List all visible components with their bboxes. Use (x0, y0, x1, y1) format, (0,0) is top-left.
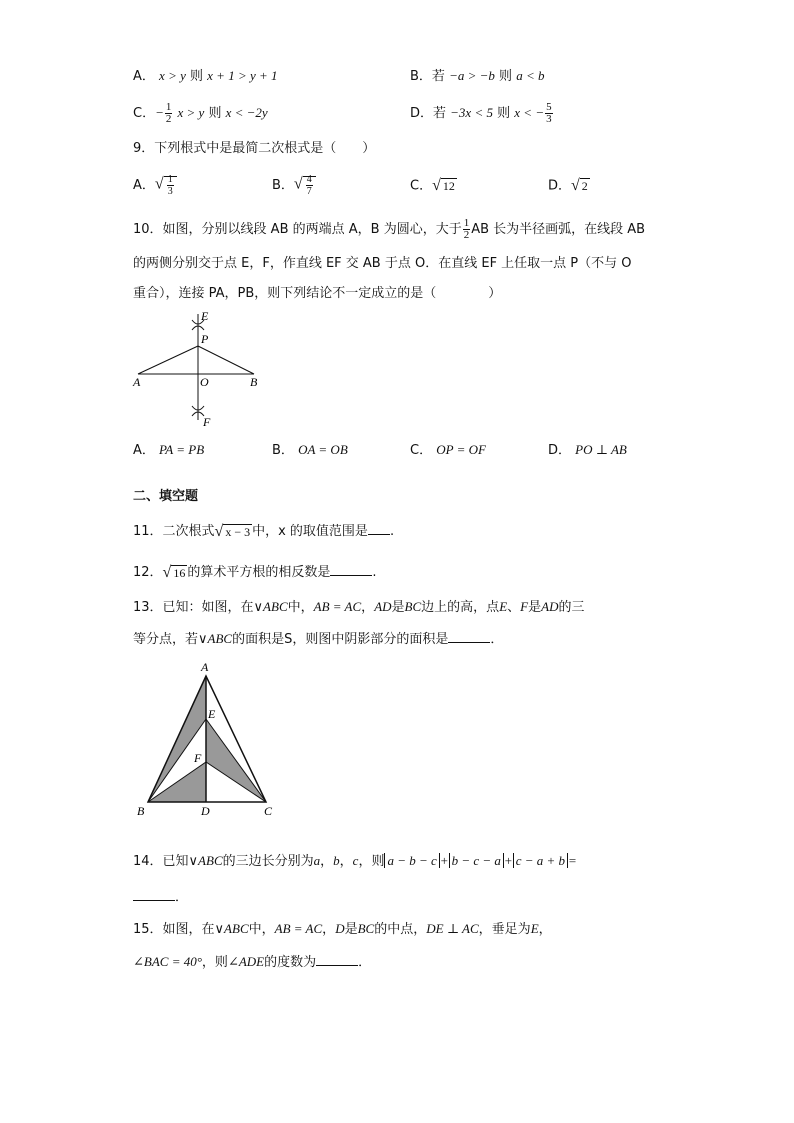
sqrt: √ x − 3 (214, 522, 251, 540)
fraction: $\frac{1}{2}$ (463, 217, 470, 241)
label-b: B (250, 375, 258, 389)
label-a: A (133, 375, 141, 389)
label-c: C (264, 804, 273, 818)
label-a: A (201, 660, 209, 674)
sqrt: √ 12 (432, 177, 455, 194)
q14-line2: ． (133, 886, 188, 908)
q10-line2: 的两侧分别交于点 E，F，作直线 EF 交 AB 于点 O．在直线 EF 上任取一点 P（不与 O (133, 256, 632, 271)
label-f: F (194, 751, 202, 765)
pb-segment (198, 346, 254, 374)
q13-line2: 等分点，若∨ABC的面积是S，则图中阴影部分的面积是 ． (133, 628, 503, 650)
label-o: O (200, 375, 209, 389)
answer-blank[interactable] (133, 886, 175, 901)
q10-option-b: B． OA = OB (272, 442, 348, 458)
q10-line1: 10．如图，分别以线段 AB 的两端点 A，B 为圆心，大于 $\frac{1}{2}$ AB 长为半径画弧，在线段 AB (133, 217, 646, 241)
answer-blank[interactable] (330, 561, 372, 576)
q10-line3: 重合），连接 PA，PB，则下列结论不一定成立的是（ ） (133, 286, 502, 301)
q8-option-d: D．若 −3x < 5 则 x < − $\frac{5}{3}$ (410, 101, 552, 125)
label-p: P (201, 332, 209, 346)
q9-stem: 9．下列根式中是最简二次根式是（ ） (133, 141, 376, 156)
pa-segment (138, 346, 198, 374)
q13-figure (134, 658, 284, 823)
label-d: D (201, 804, 210, 818)
sqrt: √ $\frac{4}{7}$ (294, 174, 316, 197)
q12: 12．√ 16 的算术平方根的相反数是 . (133, 561, 376, 583)
fraction: $\frac{5}{3}$ (546, 101, 552, 125)
label-e: E (208, 707, 216, 721)
sqrt: √ $\frac{1}{3}$ (155, 174, 177, 197)
fraction: $\frac{1}{2}$ (165, 101, 172, 125)
q15-line2: ∠BAC = 40°，则∠ADE的度数为 ． (133, 951, 371, 973)
q8-option-b: B．若 −a > −b 则 a < b (410, 68, 545, 84)
q11: 11．二次根式√ x − 3 中，x 的取值范围是 . (133, 520, 394, 542)
q10-option-c: C． OP = OF (410, 442, 486, 458)
answer-blank[interactable] (448, 628, 490, 643)
q10-option-a: A． PA = PB (133, 442, 205, 458)
q8-option-a: A． x > y 则 x + 1 > y + 1 (133, 68, 278, 84)
q10-option-d: D． PO ⊥ AB (548, 442, 627, 458)
label-f: F (203, 415, 211, 429)
answer-blank[interactable] (316, 951, 358, 966)
q10-figure (130, 308, 270, 433)
label-b: B (137, 804, 145, 818)
sqrt: √ 2 (571, 177, 588, 194)
q14-line1: 14．已知∨ABC的三边长分别为a，b，c，则 a − b − c + b − c − a + c − a + b = (133, 853, 577, 869)
q9-option-a: A．√ $\frac{1}{3}$ (133, 174, 177, 197)
q9-option-d: D．√ 2 (548, 177, 588, 194)
q9-option-c: C．√ 12 (410, 177, 455, 194)
label-e: E (201, 309, 209, 323)
section-heading: 二、填空题 (133, 489, 199, 504)
answer-blank[interactable] (368, 520, 390, 535)
q13-line1: 13．已知：如图，在∨ABC中，AB = AC，AD是BC边上的高，点E、F是AD的三 (133, 599, 585, 615)
sqrt: √ 16 (162, 563, 186, 581)
q9-option-b: B．√ $\frac{4}{7}$ (272, 174, 316, 197)
q15-line1: 15．如图，在∨ABC中，AB = AC，D是BC的中点，DE ⊥ AC，垂足为E， (133, 921, 552, 937)
q8-option-c: C．− $\frac{1}{2}$ x > y 则 x < −2y (133, 101, 268, 125)
